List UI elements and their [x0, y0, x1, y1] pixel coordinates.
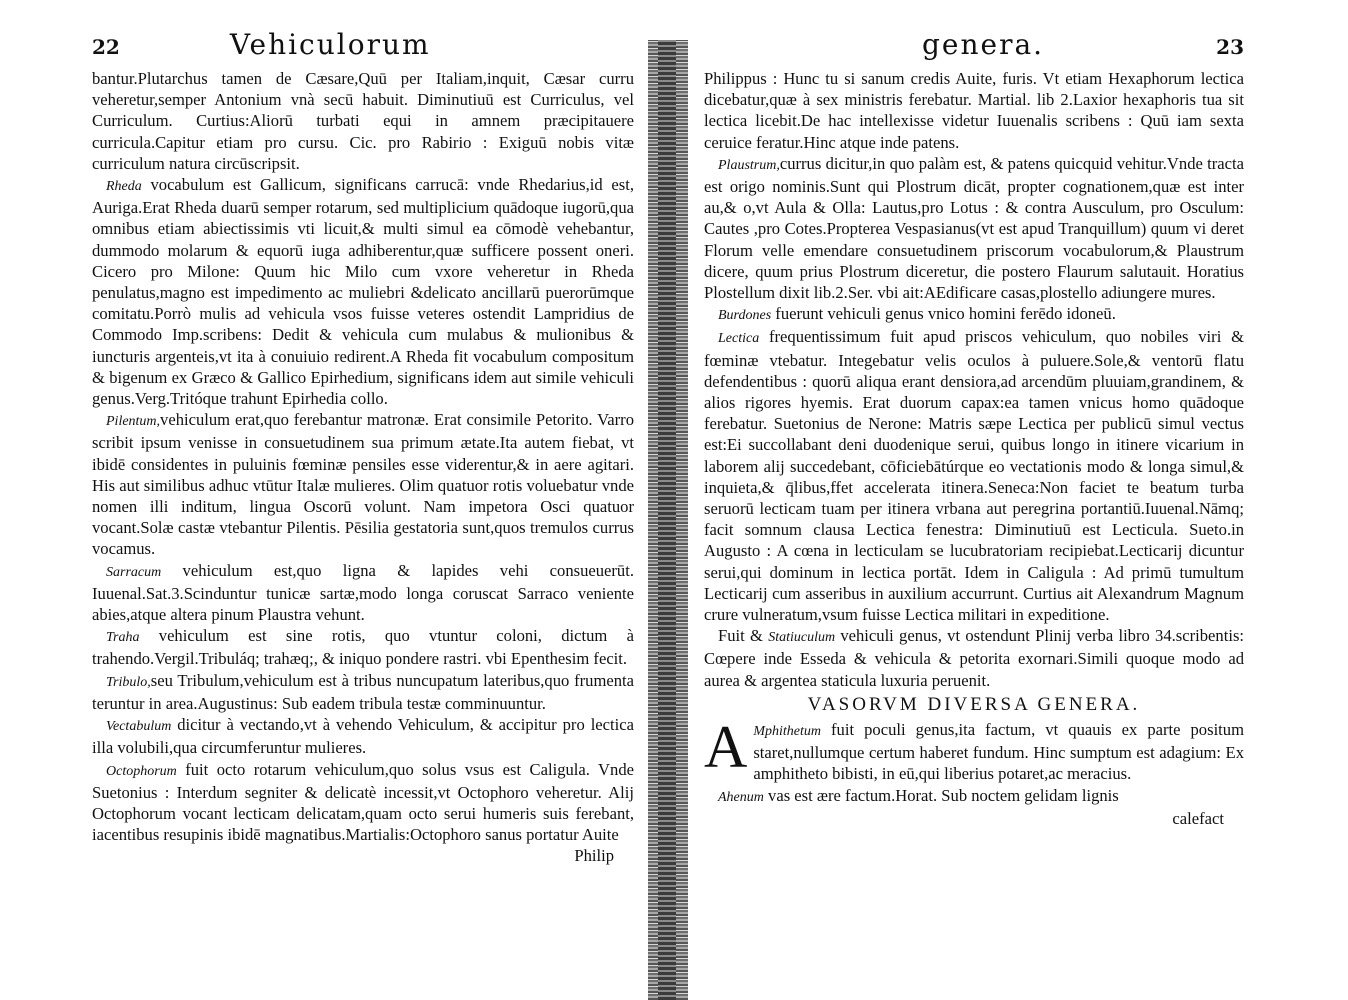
- paragraph: [704, 153, 1244, 303]
- paragraph-text: vocabulum est Gallicum, significans carrucā: vnde Rhedarius,id est, Auriga.Erat Rheda duarū semper rotarum, sed multiplicium quādoque iugorū,qua omnibus etiam abiectissimis vti licuit,& multi simul ea cōmodè vehebantur, dummodo molarum & equorū iuga adhiberentur,quæ sufficere possent oneri. Cicero pro Milone: Quum hic Milo cum vxore veheretur in Rheda penulatus,magno est impedimento ac muliebri &delicato ancillarū puerorūmque comitatu.Porrò mulis ad vehicula vsos fuisse veteres ostendit Lampridius de Commodo Imp.scribens: Dedit & vehicula cum mulabus & mulionibus & iuncturis argenteis,vt ita à conuiuio redirent.A Rheda fit vocabulum compositum & bigenum ex Græco & Gallico Epirhedium, significans idem aut simile vehiculi genus.Verg.Tritóque trahunt Epirhedia collo.: [92, 175, 634, 409]
- paragraph: [92, 174, 634, 409]
- paragraph: [92, 68, 634, 174]
- catchword: Philip: [574, 846, 614, 866]
- paragraph: [704, 625, 1244, 691]
- book-gutter: [648, 40, 688, 1000]
- paragraph-text: fuit octo rotarum vehiculum,quo solus vsus est Caligula. Vnde Suetonius : Interdum segniter & delicatè incessit,vt Octophoro veheretur. Alij Octophorum vocant lecticam delicatam,quam octo serui humeris suis ferebant, iacentibus resupinis ibidē magnatibus.Martialis:Octophoro sanus portatur Auite: [92, 759, 634, 845]
- paragraph: [704, 303, 1244, 326]
- entry-term: Octophorum: [106, 763, 177, 779]
- entry-term: Tribulo,: [106, 674, 151, 690]
- entry-term: Vectabulum: [106, 719, 172, 735]
- running-head: genera.: [922, 28, 1045, 61]
- left-page: [0, 0, 648, 1000]
- paragraph: [704, 326, 1244, 625]
- left-page-header: [92, 28, 634, 68]
- paragraph-text: seu Tribulum,vehiculum est à tribus nuncupatum lateribus,quo frumenta teruntur in area.Augustinus: Sub eadem tribula testæ comminuuntur.: [92, 670, 634, 713]
- entry-term: Sarracum: [106, 564, 162, 580]
- paragraph: [92, 625, 634, 669]
- paragraph: [92, 409, 634, 559]
- entry-term: Rheda: [106, 179, 142, 195]
- paragraph: [92, 560, 634, 626]
- entry-term: Ahenum: [718, 789, 764, 805]
- paragraph-text: vehiculum est,quo ligna & lapides vehi consueuerūt. Iuuenal.Sat.3.Scinduntur tunicæ sartæ,modo longa coruscat Sarraco veniente abies,atque altera pinum Plaustra vehunt.: [92, 560, 634, 625]
- paragraph-text: fuit poculi genus,ita factum, vt quauis ex parte positum staret,nullumque certum haberet fundum. Hinc sumptum est adagium: Ex amphitheto bibisti, in eū,qui liberius potaret,ac meracius.: [753, 719, 1244, 784]
- entry-term: Traha: [106, 630, 140, 646]
- drop-cap: A: [704, 713, 748, 780]
- right-page-header: [704, 28, 1244, 68]
- paragraph: [704, 785, 1244, 808]
- paragraph: [92, 670, 634, 714]
- paragraph: [704, 68, 1244, 153]
- running-head: Vehiculorum: [229, 28, 431, 61]
- entry-term: Burdones: [718, 308, 772, 324]
- entry-term: Mphithetum: [753, 723, 821, 739]
- entry-term: Lectica: [718, 331, 760, 347]
- paragraph-prefix: Fuit &: [718, 626, 769, 646]
- paragraph-text: bantur.Plutarchus tamen de Cæsare,Quū per Italiam,inquit, Cæsar curru veheretur,semper Antonium vnà secū habuit. Diminutiuū est Curriculus, vel Curriculum. Curtius:Aliorū turbati equi in amnem præcipitauere curricula.Capitur etiam pro cursu. Cic. pro Rabirio : Exiguū nobis vitæ curriculum natura circūscripsit.: [92, 69, 634, 173]
- paragraph: [704, 713, 1244, 785]
- entry-term: Statiuculum: [768, 630, 836, 646]
- paragraph-text: vehiculum erat,quo ferebantur matronæ. Erat consimile Petorito. Varro scribit ipsum venisse in consuetudinem sua primum ætate.Ita autem fiebat, vt ibidē considentes in puluinis fœminæ pensiles esse viderentur,& in aere agitari. His aut similibus adhuc vtūtur Italæ mulieres. Olim quatuor rotis voluebatur vnde nomen illi inditum, lingua Oscorū volunt. Nam impetora Osci quatuor vocant.Solæ castæ vtebantur Pilentis. Pēsilia gestatoria sunt,quos tremulos currus vocamus.: [92, 410, 634, 559]
- right-page: [690, 0, 1348, 1000]
- left-page-body: [92, 68, 634, 866]
- paragraph-text: dicitur à vectando,vt à vehendo Vehiculum, & accipitur pro lectica illa volubili,qua circumferuntur mulieres.: [92, 715, 634, 758]
- right-page-body: [704, 68, 1244, 829]
- paragraph: [92, 759, 634, 846]
- paragraph-text: vas est ære factum.Horat. Sub noctem gelidam lignis: [763, 785, 1119, 805]
- paragraph-text: vehiculi genus, vt ostendunt Plinij verba libro 34.scribentis: Cœpere inde Esseda & vehicula & petorita exornari.Simili quoque modo ad aurea & argentea staticula luxuria peruenit.: [704, 626, 1245, 690]
- page-number: 22: [92, 35, 120, 59]
- paragraph-text: fuerunt vehiculi genus vnico homini ferēdo idoneū.: [771, 304, 1116, 324]
- paragraph-text: Philippus : Hunc tu si sanum credis Auite, furis. Vt etiam Hexaphorum lectica dicebatur,quæ à sex ministris ferebatur. Martial. lib 2.Laxior hexaphoris tua sit lectica licebit.De hac intellexisse videtur Iuuenalis scribens : Quū iam sexta ceruice feratur.Hinc atque inde patens.: [704, 69, 1244, 152]
- section-title: VASORVM DIVERSA GENERA.: [807, 693, 1141, 715]
- paragraph: [92, 714, 634, 758]
- paragraph-text: frequentissimum fuit apud priscos vehiculum, quo nobiles viri & fœminæ vtebatur. Integebatur velis oculos à puluere.Sole,& ventorū flatu defendentibus : quorū aliqua erant densiora,ad arcendūm pluuiam,grandinem, & alios rigores hyemis. Erat duorum capax:ea tamen vnicus homo quādoque ferebatur. Suetonius de Nerone: Matris sæpe Lectica per publicū simul vectus est:Ei succollabant deni duodenique serui, quibus longo in itinere vicarium in laborem alij succedebant, cōficiebātúrque eo vectationis modo & longa simul,& inquieta,& q̄libus,ffet accelerata itinera.Seneca:Non faciet te beatum turba seruorū lecticam tuam per itinera vrbana aut peregrina portantiū.Iuuenal.Nāmq; facit somnum clausa Lectica fenestra: Diminutiuū est Lecticula. Sueto.in Augusto : A cœna in lecticulam se lucubratoriam recipiebat.Lecticarij dicuntur serui,qui dominum in lectica portāt. Idem in Caligula : Ad primū tumultum Lecticarij cum asseribus in auxilium accurrunt. Curtius ait Alexandrum Magnum crure vulneratum,vsum fuisse Lectica militari in expeditione.: [704, 327, 1244, 625]
- paragraph-text: vehiculum est sine rotis, quo vtuntur coloni, dictum à trahendo.Vergil.Tribuláq; trahæq;, & iniquo pondere rastri. vbi Epenthesim fecit.: [92, 626, 634, 669]
- catchword: calefact: [1172, 808, 1224, 828]
- paragraph-text: currus dicitur,in quo palàm est, & patens quicquid vehitur.Vnde tracta est origo nominis.Sunt qui Plostrum dicāt, propter cognationem,quæ est inter au,& o,vt Aula & Olla: Lautus,pro Lotus : & contra Ausculum, pro Osculum: Cautes ,pro Cotes.Propterea Vespasianus(vt est apud Tranquillum) quum vi deret Florum velle emendare consuetudinem priscorum vocabulorum,& Plaustrum dicere, quum prius Plostrum diceretur, die postero Flaurum salutauit. Horatius Plostellum dixit lib.2.Ser. vbi ait:AEdificare casas,plostello adiungere mures.: [704, 153, 1244, 303]
- page-number: 23: [1216, 35, 1244, 59]
- entry-term: Pilentum,: [106, 414, 161, 430]
- entry-term: Plaustrum,: [718, 157, 780, 173]
